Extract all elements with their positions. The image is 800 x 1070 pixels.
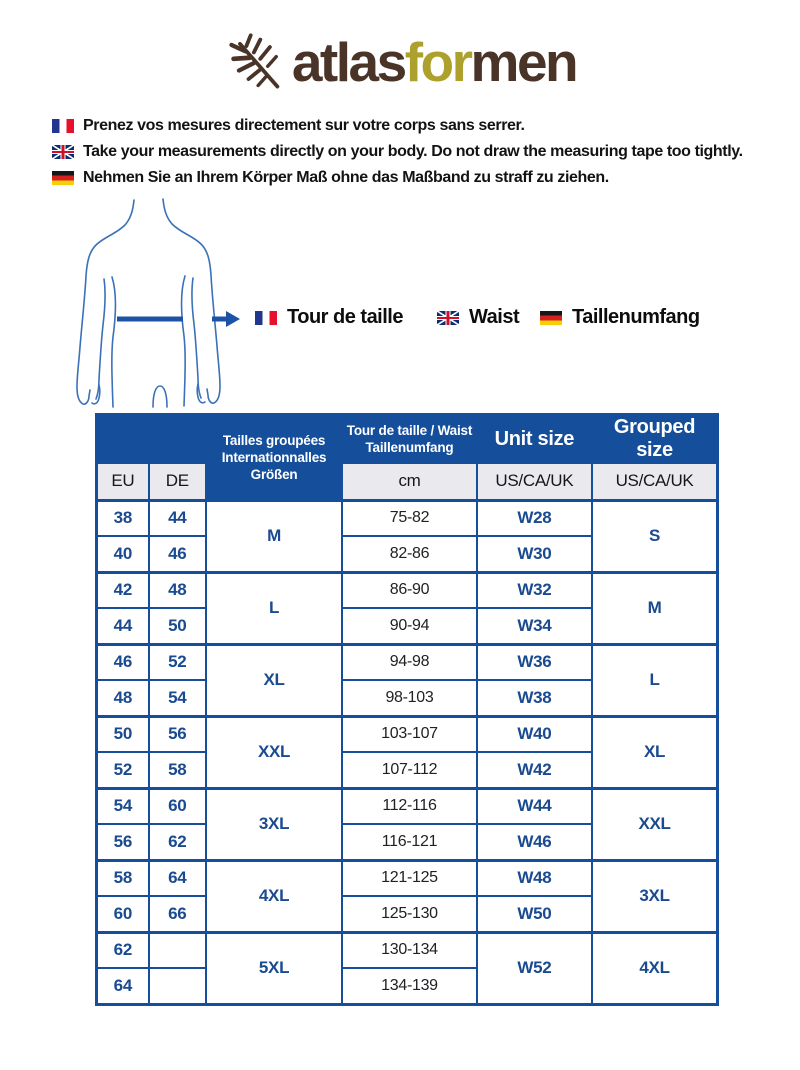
subheader-cm: cm: [342, 463, 476, 500]
cell-unit-size: W42: [477, 752, 592, 788]
header-waist-line1: Tour de taille / Waist: [346, 423, 473, 438]
logo-word-for: for: [404, 30, 471, 93]
waist-label-de: [540, 306, 700, 329]
cell-de-size: 44: [149, 500, 206, 536]
header-intl-line3: Größen: [250, 466, 298, 482]
size-row: [97, 932, 718, 968]
cell-de-size: 62: [149, 824, 206, 860]
header-row-top: [97, 415, 718, 464]
header-waist-measurement: [342, 415, 476, 464]
size-row: [97, 716, 718, 752]
cell-de-size: 56: [149, 716, 206, 752]
header-waist-line2: Taillenumfang: [365, 440, 454, 455]
instruction-text-en: Take your measurements directly on your body. Do not draw the measuring tape too tightly.: [83, 143, 743, 160]
torso-diagram: [60, 197, 260, 410]
instruction-line-fr: [52, 117, 797, 135]
cell-grouped-size: XXL: [592, 788, 717, 860]
subheader-unit-region: US/CA/UK: [477, 463, 592, 500]
cell-eu-size: 50: [97, 716, 149, 752]
cell-waist-cm: 94-98: [342, 644, 476, 680]
cell-waist-cm: 116-121: [342, 824, 476, 860]
cell-unit-size: W38: [477, 680, 592, 716]
cell-international-size: XXL: [206, 716, 342, 788]
cell-waist-cm: 90-94: [342, 608, 476, 644]
subheader-de: DE: [149, 463, 206, 500]
instruction-line-en: [52, 143, 797, 161]
logo-word-men: men: [470, 30, 577, 93]
cell-waist-cm: 75-82: [342, 500, 476, 536]
cell-waist-cm: 82-86: [342, 536, 476, 572]
cell-unit-size: W48: [477, 860, 592, 896]
france-flag-icon: [52, 119, 74, 133]
cell-eu-size: 56: [97, 824, 149, 860]
cell-international-size: 3XL: [206, 788, 342, 860]
subheader-eu: EU: [97, 463, 149, 500]
header-unit-size: Unit size: [477, 415, 592, 464]
cell-unit-size: W32: [477, 572, 592, 608]
cell-unit-size: W52: [477, 932, 592, 1004]
header-intl-line1: Tailles groupées: [222, 432, 326, 448]
waist-label-de-text: Taillenumfang: [572, 306, 700, 328]
cell-de-size: 50: [149, 608, 206, 644]
size-row: [97, 500, 718, 536]
waist-label-fr: [255, 306, 403, 329]
cell-unit-size: W30: [477, 536, 592, 572]
cell-de-size: 52: [149, 644, 206, 680]
instruction-text-de: Nehmen Sie an Ihrem Körper Maß ohne das Maßband zu straff zu ziehen.: [83, 169, 609, 186]
cell-de-size: 66: [149, 896, 206, 932]
cell-waist-cm: 130-134: [342, 932, 476, 968]
germany-flag-icon: [52, 171, 74, 185]
cell-eu-size: 64: [97, 968, 149, 1004]
cell-de-size: 54: [149, 680, 206, 716]
cell-waist-cm: 107-112: [342, 752, 476, 788]
cell-eu-size: 48: [97, 680, 149, 716]
cell-unit-size: W44: [477, 788, 592, 824]
cell-eu-size: 52: [97, 752, 149, 788]
cell-waist-cm: 134-139: [342, 968, 476, 1004]
size-table-header: [97, 415, 718, 501]
cell-de-size: 48: [149, 572, 206, 608]
cell-eu-size: 54: [97, 788, 149, 824]
cell-unit-size: W46: [477, 824, 592, 860]
cell-international-size: 4XL: [206, 860, 342, 932]
cell-waist-cm: 86-90: [342, 572, 476, 608]
size-table-body: [97, 500, 718, 1004]
header-empty-corner: [97, 415, 206, 464]
france-flag-icon: [255, 311, 277, 325]
cell-eu-size: 40: [97, 536, 149, 572]
cell-grouped-size: XL: [592, 716, 717, 788]
instruction-text-fr: Prenez vos mesures directement sur votre corps sans serrer.: [83, 117, 525, 134]
cell-waist-cm: 103-107: [342, 716, 476, 752]
cell-unit-size: W50: [477, 896, 592, 932]
cell-eu-size: 60: [97, 896, 149, 932]
cell-waist-cm: 112-116: [342, 788, 476, 824]
cell-international-size: M: [206, 500, 342, 572]
cell-de-size: 60: [149, 788, 206, 824]
cell-grouped-size: L: [592, 644, 717, 716]
measuring-instructions: [52, 117, 797, 195]
brand-logo-text: [291, 30, 577, 93]
cell-eu-size: 38: [97, 500, 149, 536]
brand-logo: [0, 30, 800, 94]
cell-grouped-size: 3XL: [592, 860, 717, 932]
size-row: [97, 572, 718, 608]
cell-grouped-size: M: [592, 572, 717, 644]
waist-label-en: [437, 306, 519, 329]
waist-label-fr-text: Tour de taille: [287, 306, 403, 328]
branch-sketch-icon: [224, 30, 288, 94]
cell-unit-size: W34: [477, 608, 592, 644]
cell-de-size: 64: [149, 860, 206, 896]
size-row: [97, 788, 718, 824]
uk-flag-icon: [52, 145, 74, 159]
logo-word-atlas: atlas: [291, 30, 405, 93]
size-chart-table: [95, 413, 719, 1006]
uk-flag-icon: [437, 311, 459, 325]
waist-label-en-text: Waist: [469, 306, 520, 328]
cell-unit-size: W36: [477, 644, 592, 680]
cell-eu-size: 46: [97, 644, 149, 680]
cell-waist-cm: 121-125: [342, 860, 476, 896]
cell-de-size: [149, 932, 206, 968]
germany-flag-icon: [540, 311, 562, 325]
waist-arrow-head: [226, 311, 240, 327]
cell-international-size: 5XL: [206, 932, 342, 1004]
cell-unit-size: W28: [477, 500, 592, 536]
cell-eu-size: 42: [97, 572, 149, 608]
cell-waist-cm: 125-130: [342, 896, 476, 932]
cell-international-size: L: [206, 572, 342, 644]
header-grouped-size: Grouped size: [592, 415, 717, 464]
size-row: [97, 860, 718, 896]
cell-de-size: 46: [149, 536, 206, 572]
cell-grouped-size: 4XL: [592, 932, 717, 1004]
header-row-sub: [97, 463, 718, 500]
cell-eu-size: 44: [97, 608, 149, 644]
cell-de-size: [149, 968, 206, 1004]
cell-eu-size: 62: [97, 932, 149, 968]
cell-international-size: XL: [206, 644, 342, 716]
header-international-sizes: [206, 415, 342, 501]
cell-waist-cm: 98-103: [342, 680, 476, 716]
subheader-grouped-region: US/CA/UK: [592, 463, 717, 500]
cell-eu-size: 58: [97, 860, 149, 896]
cell-unit-size: W40: [477, 716, 592, 752]
instruction-line-de: [52, 169, 797, 187]
size-row: [97, 644, 718, 680]
header-intl-line2: Internationnalles: [221, 449, 327, 465]
cell-grouped-size: S: [592, 500, 717, 572]
cell-de-size: 58: [149, 752, 206, 788]
